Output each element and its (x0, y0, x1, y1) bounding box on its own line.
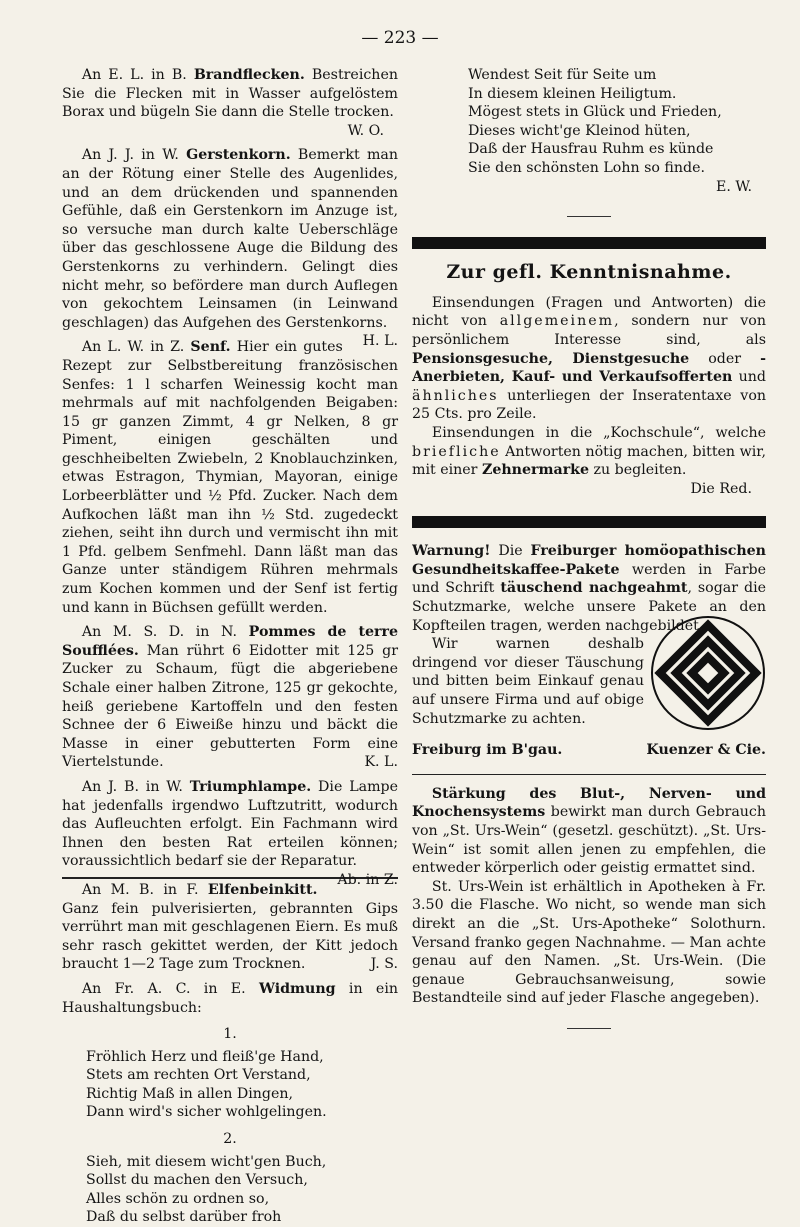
signature: E. W. (716, 178, 752, 195)
verse-line: Daß der Hausfrau Ruhm es künde (468, 141, 714, 158)
verse-line: Wendest Seit für Seite um (468, 67, 657, 83)
answer-title: Gerstenkorn. (186, 147, 291, 164)
verse-line: Fröhlich Herz und fleiß'ge Hand, (86, 1048, 324, 1065)
verse-line: Daß du selbst darüber froh (86, 1209, 282, 1226)
right-column (412, 66, 766, 1049)
answer-title: Brandflecken. (193, 67, 305, 83)
rule (412, 774, 766, 775)
answer-triumphlampe: An J. B. in W. Triumphlampe. Die Lampe hat jedenfalls irgendwo Luftzutritt, wodurch das Aufleuchten erfolgt. Ein Fachmann wird Ihnen den besten Rat erteilen können; voraussichtlich bedarf sie der Reparatur. Ab. in Z. (62, 778, 399, 888)
answer-widmung: An Fr. A. C. in E. Widmung in ein Haushaltungsbuch: (62, 980, 399, 1016)
answer-title: Senf. (190, 339, 231, 356)
warning-paragraph: Warnung! Die Freiburger homöopathischen Gesundheitskaffee-Pakete werden in Farbe und Schrift täuschend nachgeahmt, sogar die Schutzmarke, welche unsere Pakete an den Kopfteilen tragen, werden nachgebildet. (412, 543, 766, 634)
verse-line: Dieses wicht'ge Kleinod hüten, (468, 122, 691, 139)
verse-line: Sollst du machen den Versuch, (86, 1172, 308, 1189)
answer-gerstenkorn: An J. J. in W. Gerstenkorn. Bemerkt man an der Rötung einer Stelle des Augenlides, und an dem drückenden und spannenden Gefühle, daß ein Gerstenkorn im Anzuge ist, so versuche man durch kalte Ueberschläge über das geschlossene Auge die Bildung des Gerstenkorns zu verhindern. Gelingt dies nicht mehr, so befördere man durch Auflegen von gekochtem Leinsamen (in Leinwand geschlagen) das Aufgehen des Gerstenkorns. H. L. (62, 147, 398, 350)
verse-line: Dann wird's sicher wohlgelingen. (86, 1104, 327, 1121)
urs-wein-paragraph: St. Urs-Wein ist erhältlich in Apotheken à Fr. 3.50 die Flasche. Wo nicht, so wende man sich direkt an die „St. Urs-Apotheke“ Solothurn. Versand franko gegen Nachnahme. — Man achte genau auf den Namen. „St. Urs-Wein. (Die genaue Gebrauchsanweisung, sowie Bestandteile sind auf jeder Flasche angegeben). (412, 878, 766, 1007)
verse-line: Stets am rechten Ort Verstand, (86, 1067, 311, 1084)
verse-line: Richtig Maß in allen Dingen, (86, 1085, 294, 1102)
answer-title: Elfenbeinkitt. (207, 881, 318, 898)
separator (567, 1028, 611, 1029)
verse-line: Mögest stets in Glück und Frieden, (468, 104, 722, 121)
signature: H. L. (362, 333, 398, 350)
warning-advertisement (412, 542, 766, 735)
warning-signature: Freiburg im B'gau. Kuenzer & Cie. (412, 742, 766, 759)
answer-brandflecken: An E. L. in B. Brandflecken. Bestreichen Sie die Flecken mit in Wasser aufgelöstem Borax und bügeln Sie dann die Stelle trocken. (62, 67, 398, 121)
answer-senf: An L. W. in Z. Senf. Hier ein gutes Rezept zur Selbstbereitung französischen Senfes: 1 l scharfen Weinessig kocht man mehrmals auf mit nachfolgenden Beigaben: 15 gr ganzen Zimmt, 4 gr Nelken, 8 gr Piment, einigen geschälten und geschheibelten Zwiebeln, 2 Knoblauchzinken, etwas Estragon, Thymian, Mayoran, einige Lorbeerblätter und ½ Pfd. Zucker. Nach dem Aufkochen läßt man ihn ½ Std. zugedeckt ziehen, seiht ihn durch und vermischt ihn mit 1 Pfd. gelbem Senfmehl. Dann läßt man das Ganze unter ständigem Rühren mehrmals zum Kochen kommen und der Senf ist fertig und kann in Büchsen gefüllt werden. (62, 339, 398, 616)
answer-elfenbeinkitt: An M. B. in F. Elfenbeinkitt. Ganz fein pulverisierten, gebrannten Gips verrührt man mit geschlagenen Eiern. Es muß sehr rasch gekittet werden, der Kitt jedoch braucht 1—2 Tage zum Trocknen. J. S. (62, 877, 398, 974)
answer-title: Pommes de terre Soufflées. (62, 624, 399, 659)
urs-wein-paragraph: Stärkung des Blut-, Nerven- und Knochensystems bewirkt man durch Gebrauch von „St. Urs-Wein“ (gesetzl. geschützt). „St. Urs-Wein“ ist somit allen jenen zu empfehlen, die entweder körperlich oder geistig ermattet sind. (412, 785, 766, 877)
verse-1 (62, 1048, 398, 1122)
answer-title: Triumphlampe. (189, 778, 312, 795)
signature: J. S. (370, 956, 398, 973)
signature: K. L. (364, 754, 398, 771)
notice-paragraph: Einsendungen in die „Kochschule“, welche briefliche Antworten nötig machen, bitten wir, mit einer Zehnermarke zu begleiten. (412, 424, 766, 479)
verse-number: 1. (223, 1026, 237, 1043)
verse-line: Alles schön zu ordnen so, (86, 1190, 270, 1207)
left-column (62, 66, 398, 1227)
warning-paragraph: Wir warnen deshalb dringend vor dieser Täuschung und bitten beim Einkauf genau auf unsere Firma und auf obige Schutzmarke zu achten. (412, 636, 644, 727)
verse-2 (62, 1153, 398, 1227)
verse-continuation (412, 66, 766, 178)
verse-line: In diesem kleinen Heiligtum. (468, 85, 677, 102)
separator (567, 216, 611, 217)
signature: Die Red. (690, 480, 752, 497)
black-bar (412, 516, 766, 528)
black-bar (412, 237, 766, 249)
verse-number: 2. (223, 1131, 237, 1148)
notice-heading: Zur gefl. Kenntnisnahme. (446, 261, 732, 284)
warning-title: Warnung! (412, 543, 491, 560)
verse-line: Sieh, mit diesem wicht'gen Buch, (86, 1153, 327, 1170)
answer-title: Widmung (259, 980, 336, 997)
notice-paragraph: Einsendungen (Fragen und Antworten) die nicht von allgemeinem, sondern nur von persönlichem Interesse sind, als Pensionsgesuche, Dienstgesuche oder -Anerbieten, Kauf- und Verkaufsofferten und ähnliches unterliegen der Inseratentaxe von 25 Cts. pro Zeile. (412, 294, 767, 423)
signature: W. O. (347, 122, 384, 139)
verse-line: Sie den schönsten Lohn so finde. (468, 159, 706, 176)
signature: Ab. in Z. (337, 871, 398, 888)
answer-pommes: An M. S. D. in N. Pommes de terre Soufflées. Man rührt 6 Eidotter mit 125 gr Zucker zu Schaum, fügt die abgeriebene Schale einer halben Zitrone, 125 gr gekochte, heiß geriebene Kartoffeln und den festen Schnee der 6 Eiweiße hinzu und bäckt die Masse in einer gebutterten Form eine Viertelstunde. K. L. (62, 624, 399, 771)
page-number: — 223 — (361, 28, 439, 48)
